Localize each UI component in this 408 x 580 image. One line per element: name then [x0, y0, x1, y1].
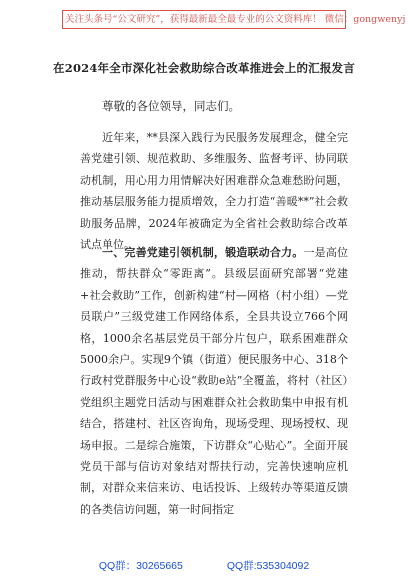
footer [0, 558, 408, 573]
greeting: 尊敬的各位领导，同志们。 [102, 99, 240, 113]
promo-banner: 关注头条号“公文研究”，获得最新最全最专业的公文资料库！ 微信：gongwenyj [62, 10, 346, 29]
paragraph-intro: 近年来，**县深入践行为民服务发展理念，健全完善党建引领、规范救助、多维服务、监督考评、协同联动机制，用心用力用情解决好困难群众急难愁盼问题，推动基层服务能力提质增效，全力打造“善暖**”社会救助服务品牌，2024年被确定为全省社会救助综合改革试点单位。 [80, 131, 348, 252]
footer-qq-group-2: QQ群:535304092 [226, 560, 310, 572]
paragraph-section-one [80, 242, 348, 520]
footer-qq-group-1: QQ群：30265665 [98, 560, 183, 572]
section-heading: 一、完善党建引领机制，锻造联动合力。 [102, 246, 304, 259]
document-title: 在2024年全市深化社会救助综合改革推进会上的汇报发言 [53, 61, 355, 75]
section-body: 一是高位推动，帮扶群众“零距离”。县级层面研究部署“党建+社会救助”工作，创新构建“村—网格（村小组）—党员联户”三级党建工作网络体系，全县共设立766个网格，1000余名基层党员干部分片包户，联系困难群众5000余户。实现9个镇（街道）便民服务中心、318个行政村党群服务中心设“救助e站”全覆盖，将村（社区）党组织主题党日活动与困难群众社会救助集中申报有机结合，搭建村、社区咨询角，现场受理、现场授权、现场申报。二是综合施策，下访群众“心贴心”。全面开展党员干部与信访对象结对帮扶行动，完善快速响应机制，对群众来信来访、电话投诉、上级转办等渠道反馈的各类信访问题，第一时间指定 [80, 246, 349, 516]
